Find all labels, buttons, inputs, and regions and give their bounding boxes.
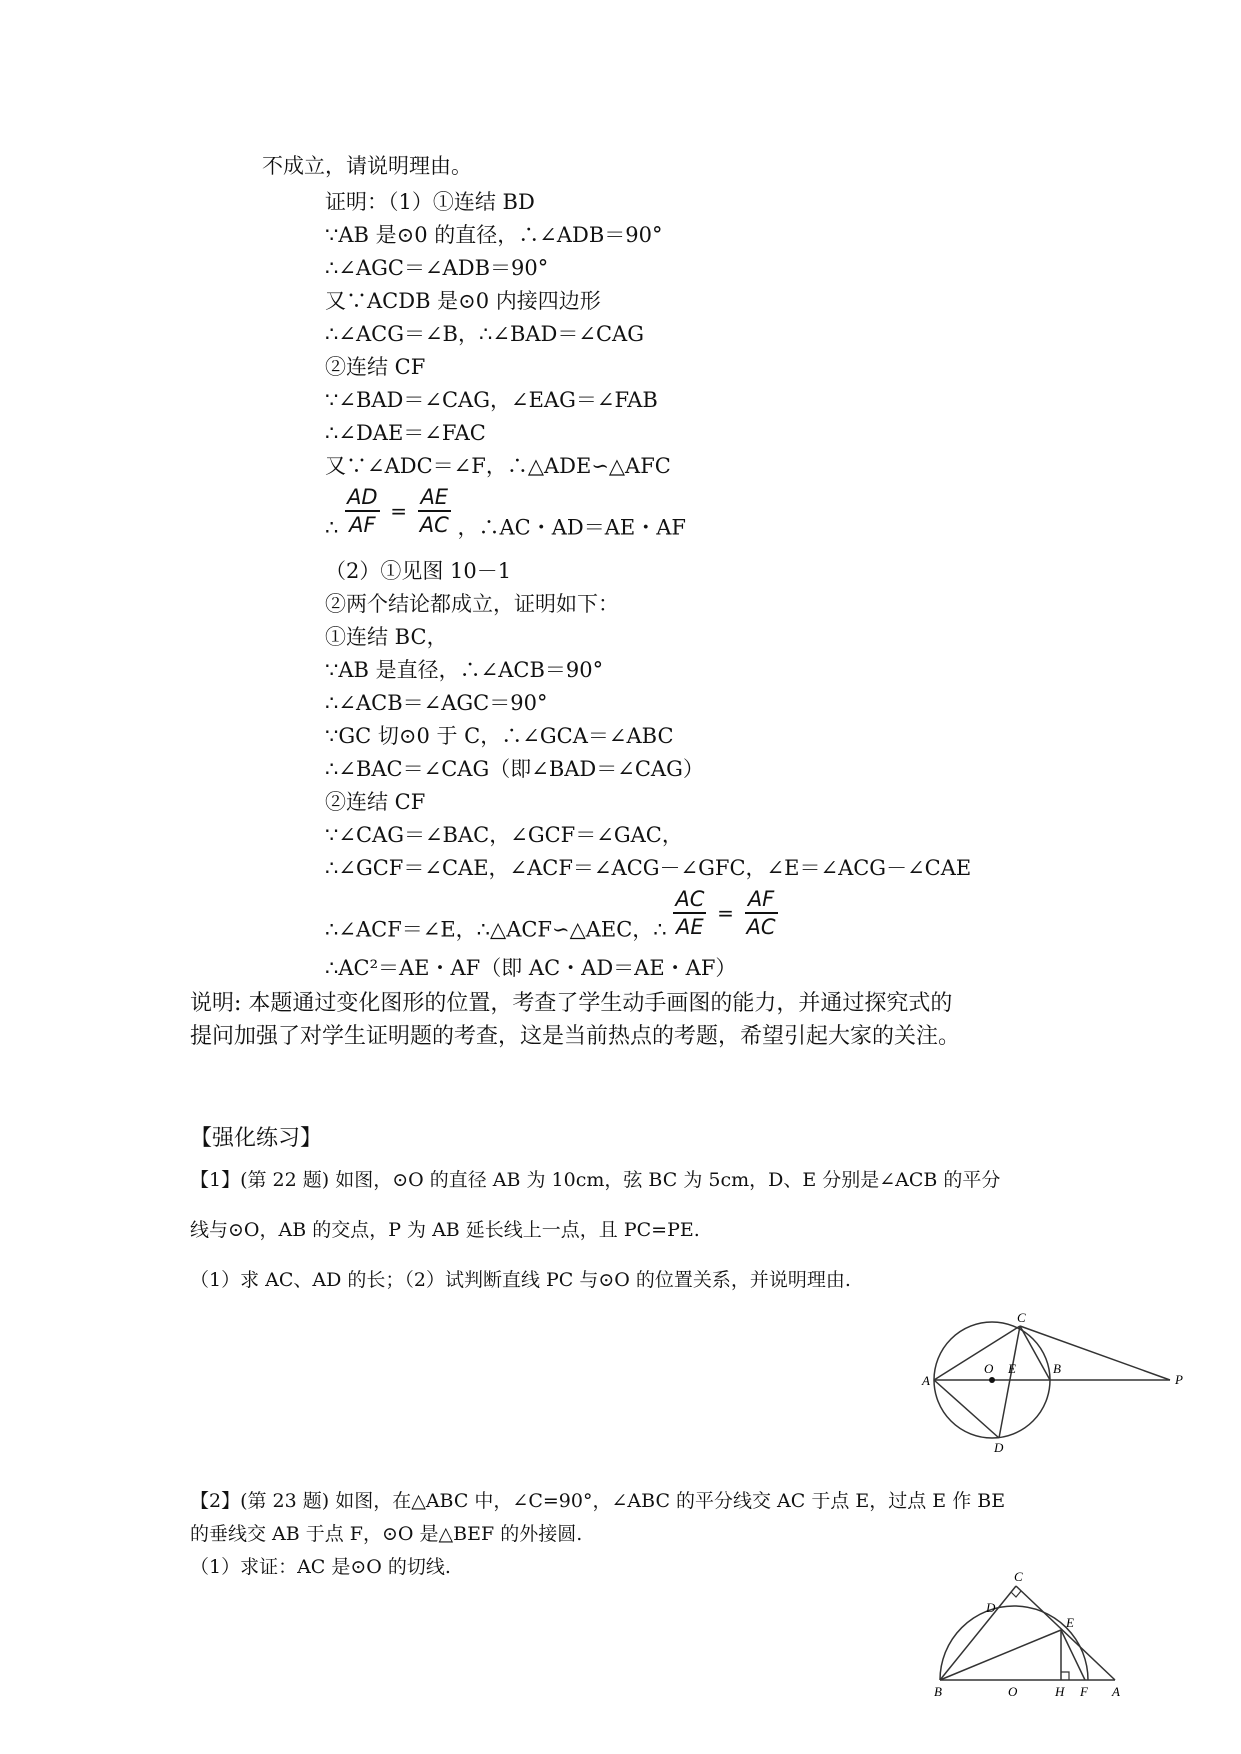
proof-line: （2）①见图 10－1 bbox=[325, 559, 512, 583]
label-o: O bbox=[984, 1361, 994, 1376]
line-b-c bbox=[940, 1586, 1016, 1680]
fraction-ae-ac bbox=[418, 484, 451, 538]
numerator: AE bbox=[420, 485, 449, 509]
proof-line: ∴∠GCF＝∠CAE，∠ACF＝∠ACG－∠GFC，∠E＝∠ACG－∠CAE bbox=[325, 856, 972, 880]
fraction-equation-2 bbox=[325, 886, 778, 944]
exercise-2-line: 【2】(第 23 题) 如图，在△ABC 中，∠C=90°，∠ABC 的平分线交 AC 于点 E，过点 E 作 BE bbox=[190, 1490, 1006, 1512]
label-p: P bbox=[1175, 1372, 1183, 1387]
intro-text: 不成立，请说明理由。 bbox=[262, 154, 472, 178]
label-c: C bbox=[1014, 1569, 1023, 1584]
therefore-symbol: ∴ bbox=[325, 515, 339, 540]
exercise-2-line: 的垂线交 AB 于点 F，⊙O 是△BEF 的外接圆. bbox=[190, 1523, 583, 1545]
label-h: H bbox=[1055, 1684, 1065, 1699]
proof-premise: ∴∠ACF＝∠E，∴△ACF∽△AEC，∴ bbox=[325, 917, 667, 942]
proof-line: 证明：（1）①连结 BD bbox=[325, 190, 535, 214]
numerator: AD bbox=[347, 485, 378, 509]
section-title: 【强化练习】 bbox=[190, 1126, 323, 1151]
proof-line: ∴AC²＝AE・AF（即 AC・AD＝AE・AF） bbox=[325, 956, 737, 980]
proof-line: ①连结 BC， bbox=[325, 625, 448, 649]
proof-conclusion: ，∴AC・AD＝AE・AF bbox=[457, 515, 686, 540]
label-d: D bbox=[994, 1440, 1004, 1455]
note-line: 提问加强了对学生证明题的考查，这是当前热点的考题，希望引起大家的关注。 bbox=[190, 1024, 961, 1049]
denominator: AC bbox=[746, 915, 776, 939]
proof-line: 又∵∠ADC＝∠F，∴△ADE∽△AFC bbox=[325, 454, 671, 478]
right-angle-mark-c bbox=[1011, 1591, 1021, 1597]
label-c: C bbox=[1017, 1310, 1026, 1325]
proof-line: ∵AB 是⊙0 的直径，∴∠ADB＝90° bbox=[325, 223, 663, 247]
line-c-a bbox=[1016, 1586, 1115, 1680]
label-b: B bbox=[934, 1684, 942, 1699]
note-line: 说明: 本题通过变化图形的位置，考查了学生动手画图的能力，并通过探究式的 bbox=[190, 991, 953, 1016]
fraction-ad-af bbox=[345, 484, 380, 538]
label-f: F bbox=[1080, 1684, 1088, 1699]
label-e: E bbox=[1066, 1615, 1074, 1630]
label-a: A bbox=[922, 1373, 930, 1388]
denominator: AC bbox=[419, 513, 449, 537]
proof-line: ∵∠CAG＝∠BAC，∠GCF＝∠GAC， bbox=[325, 823, 683, 847]
proof-line: ②连结 CF bbox=[325, 355, 426, 379]
right-angle-mark-h bbox=[1061, 1672, 1069, 1680]
line-c-b bbox=[1020, 1326, 1050, 1380]
proof-line: 又∵ACDB 是⊙0 内接四边形 bbox=[325, 289, 601, 313]
label-a: A bbox=[1112, 1684, 1120, 1699]
equals-sign: = bbox=[390, 499, 408, 523]
numerator: AC bbox=[675, 887, 705, 911]
equals-sign: = bbox=[717, 901, 734, 925]
proof-line: ②连结 CF bbox=[325, 790, 426, 814]
exercise-2-line: （1）求证：AC 是⊙O 的切线. bbox=[190, 1556, 451, 1578]
exercise-1-line: （1）求 AC、AD 的长；（2）试判断直线 PC 与⊙O 的位置关系，并说明理由. bbox=[190, 1269, 851, 1291]
proof-line: ∴∠DAE＝∠FAC bbox=[325, 421, 486, 445]
figure-2-diagram bbox=[930, 1568, 1130, 1702]
proof-line: ∴∠BAC＝∠CAG（即∠BAD＝∠CAG） bbox=[325, 757, 704, 781]
label-e: E bbox=[1008, 1361, 1016, 1376]
fraction-af-ac bbox=[745, 886, 778, 940]
line-c-d bbox=[999, 1326, 1020, 1438]
figure-1-diagram bbox=[920, 1310, 1190, 1455]
proof-line: ∵GC 切⊙0 于 C，∴∠GCA＝∠ABC bbox=[325, 724, 674, 748]
denominator: AE bbox=[676, 915, 704, 939]
proof-line: ∴∠AGC＝∠ADB＝90° bbox=[325, 256, 549, 280]
fraction-ac-ae bbox=[673, 886, 706, 940]
center-dot bbox=[989, 1377, 995, 1383]
proof-line: ∵∠BAD＝∠CAG，∠EAG＝∠FAB bbox=[325, 388, 658, 412]
exercise-1-line: 线与⊙O，AB 的交点，P 为 AB 延长线上一点，且 PC=PE. bbox=[190, 1219, 700, 1241]
line-a-d bbox=[934, 1380, 999, 1438]
proof-line: ∵AB 是直径，∴∠ACB＝90° bbox=[325, 658, 604, 682]
proof-line: ∴∠ACB＝∠AGC＝90° bbox=[325, 691, 548, 715]
numerator: AF bbox=[747, 887, 775, 911]
label-b: B bbox=[1053, 1361, 1061, 1376]
proof-line: ∴∠ACG＝∠B，∴∠BAD＝∠CAG bbox=[325, 322, 644, 346]
label-d: D bbox=[986, 1600, 996, 1615]
line-b-e bbox=[940, 1630, 1061, 1680]
exercise-1-line: 【1】(第 22 题) 如图，⊙O 的直径 AB 为 10cm，弦 BC 为 5cm，D、E 分别是∠ACB 的平分 bbox=[190, 1169, 1001, 1191]
denominator: AF bbox=[349, 513, 376, 537]
label-o: O bbox=[1008, 1684, 1018, 1699]
proof-line: ②两个结论都成立，证明如下： bbox=[325, 592, 619, 616]
fraction-equation-1 bbox=[325, 484, 686, 542]
